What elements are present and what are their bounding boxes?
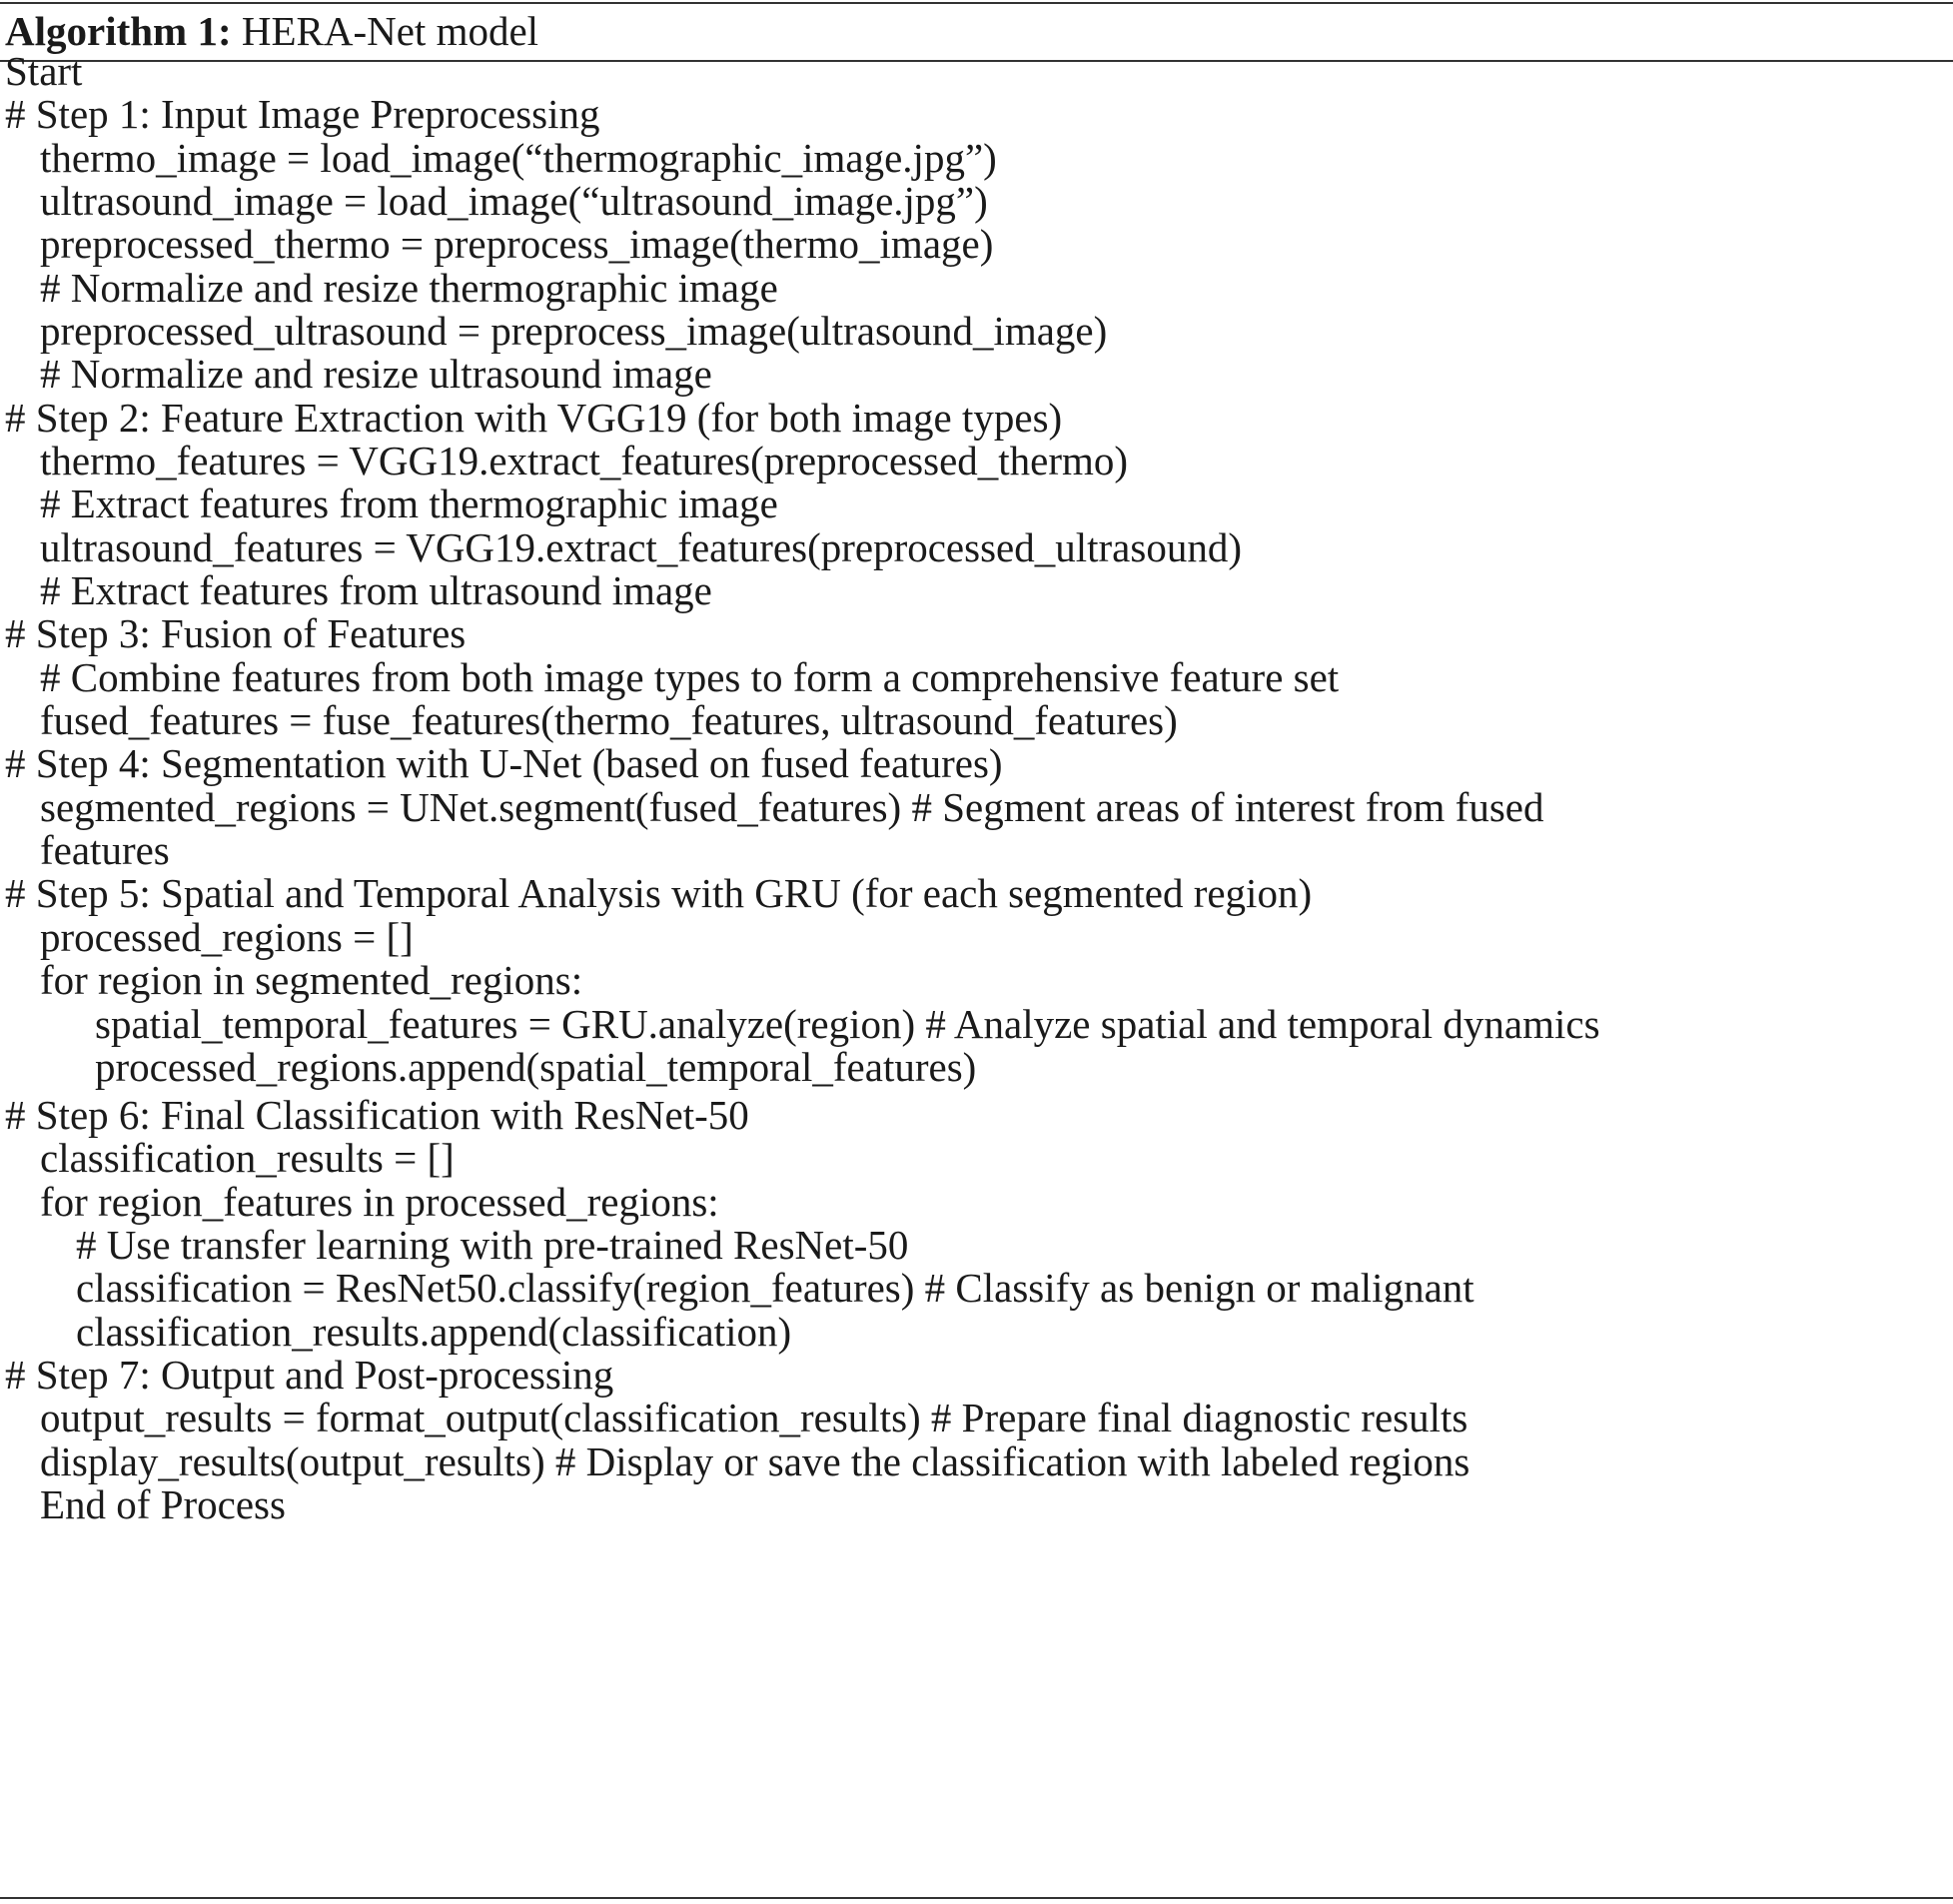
code-line: for region_features in processed_regions: xyxy=(40,1179,719,1225)
step-heading: # Step 1: Input Image Preprocessing xyxy=(5,91,600,137)
algorithm-label: Algorithm 1: xyxy=(5,8,232,54)
code-line: fused_features = fuse_features(thermo_features, ultrasound_features) xyxy=(40,697,1178,743)
algorithm-header xyxy=(5,4,538,58)
code-line: # Normalize and resize ultrasound image xyxy=(40,351,712,397)
step-heading: # Step 6: Final Classification with ResNet-50 xyxy=(5,1092,749,1138)
code-line: segmented_regions = UNet.segment(fused_features) # Segment areas of interest from fused xyxy=(40,784,1544,830)
step-heading: # Step 7: Output and Post-processing xyxy=(5,1352,614,1398)
code-line: display_results(output_results) # Display or save the classification with labeled regions xyxy=(40,1438,1470,1484)
header-rule xyxy=(0,60,1953,62)
code-line: classification = ResNet50.classify(region_features) # Classify as benign or malignant xyxy=(76,1265,1474,1311)
algorithm-title: HERA-Net model xyxy=(241,8,539,54)
code-line: classification_results = [] xyxy=(40,1135,455,1181)
code-line: preprocessed_thermo = preprocess_image(thermo_image) xyxy=(40,221,994,267)
code-line: End of Process xyxy=(40,1481,286,1527)
code-line: features xyxy=(40,827,170,873)
code-line: thermo_image = load_image(“thermographic_image.jpg”) xyxy=(40,135,997,181)
code-line: # Use transfer learning with pre-trained ResNet-50 xyxy=(76,1222,909,1268)
code-line: ultrasound_features = VGG19.extract_features(preprocessed_ultrasound) xyxy=(40,524,1242,570)
code-line: ultrasound_image = load_image(“ultrasound_image.jpg”) xyxy=(40,178,988,224)
code-line: processed_regions = [] xyxy=(40,914,414,960)
step-heading: # Step 3: Fusion of Features xyxy=(5,610,467,656)
step-heading: # Step 4: Segmentation with U-Net (based on fused features) xyxy=(5,740,1003,786)
step-heading: # Step 5: Spatial and Temporal Analysis with GRU (for each segmented region) xyxy=(5,870,1313,916)
code-line: thermo_features = VGG19.extract_features(preprocessed_thermo) xyxy=(40,438,1129,483)
code-line: # Normalize and resize thermographic image xyxy=(40,265,778,311)
code-line: classification_results.append(classification) xyxy=(76,1309,792,1355)
code-line: spatial_temporal_features = GRU.analyze(region) # Analyze spatial and temporal dynamics xyxy=(95,1001,1600,1047)
code-line: for region in segmented_regions: xyxy=(40,957,583,1003)
code-line: output_results = format_output(classification_results) # Prepare final diagnostic results xyxy=(40,1395,1468,1440)
code-line: Start xyxy=(5,48,83,94)
code-line: # Combine features from both image types to form a comprehensive feature set xyxy=(40,654,1340,700)
bottom-rule xyxy=(0,1897,1953,1899)
code-line: # Extract features from ultrasound image xyxy=(40,567,712,613)
code-line: # Extract features from thermographic image xyxy=(40,480,778,526)
step-heading: # Step 2: Feature Extraction with VGG19 (for both image types) xyxy=(5,395,1063,441)
code-line: processed_regions.append(spatial_temporal_features) xyxy=(95,1044,977,1090)
code-line: preprocessed_ultrasound = preprocess_image(ultrasound_image) xyxy=(40,308,1108,354)
